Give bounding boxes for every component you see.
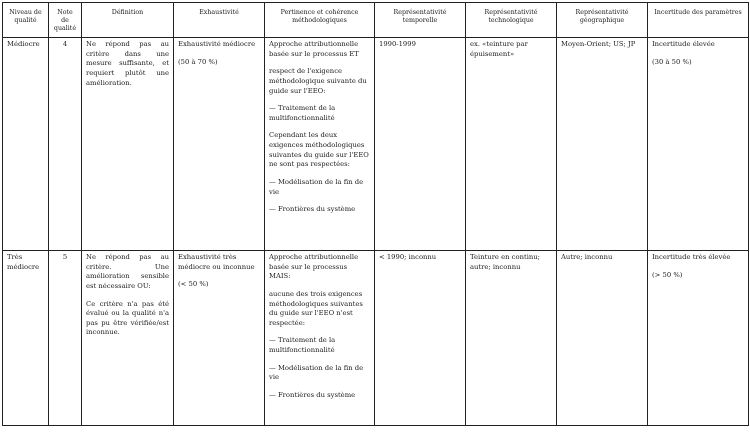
- column-header-note: Note de qualité: [49, 3, 82, 38]
- exhaustivite-range: (50 à 70 %): [178, 57, 218, 66]
- column-header-temporelle: Représentativité temporelle: [375, 3, 466, 38]
- cell-note: 4: [49, 38, 82, 251]
- quality-table-page: [2, 2, 748, 426]
- pertinence-requirement: — Traitement de la multifonctionnalité: [269, 336, 336, 355]
- pertinence-paragraph: Approche attributionnelle basée sur le processus ET: [269, 40, 359, 58]
- cell-niveau: Très médiocre: [3, 251, 49, 426]
- pertinence-paragraph: aucune des trois exigences méthodologiques suivantes du guide sur l'EEO n'est respectée:: [269, 289, 363, 327]
- pertinence-requirement: — Modélisation de la fin de vie: [269, 178, 364, 196]
- data-quality-table: [2, 2, 749, 426]
- cell-incertitude: [648, 251, 749, 426]
- incertitude-range: (30 à 50 %): [652, 57, 692, 66]
- incertitude-label: Incertitude très élevée: [652, 253, 731, 261]
- pertinence-paragraph: Cependant les deux exigences méthodologiques suivantes du guide sur l'EEO ne sont pas respectées:: [269, 131, 369, 169]
- pertinence-requirement: — Frontières du système: [269, 205, 356, 214]
- cell-exhaustivite: [174, 251, 265, 426]
- cell-note: 5: [49, 251, 82, 426]
- table-row: [3, 38, 749, 251]
- cell-technologique: Teinture en continu; autre; inconnu: [466, 251, 557, 426]
- cell-definition: [82, 38, 174, 251]
- exhaustivite-label: Exhaustivité médiocre: [178, 40, 256, 48]
- pertinence-requirement: — Frontières du système: [269, 391, 356, 400]
- cell-incertitude: [648, 38, 749, 251]
- pertinence-requirement: — Traitement de la multifonctionnalité: [269, 104, 336, 122]
- cell-geographique: Autre; inconnu: [557, 251, 648, 426]
- cell-temporelle: < 1990; inconnu: [375, 251, 466, 426]
- table-row: [3, 251, 749, 426]
- definition-text: Ne répond pas au critère. Une amélioration sensible est nécessaire OU:: [86, 253, 169, 290]
- pertinence-requirement: — Modélisation de la fin de vie: [269, 363, 364, 382]
- header-row: [3, 3, 749, 38]
- cell-niveau: Médiocre: [3, 38, 49, 251]
- column-header-pertinence: Pertinence et cohérence méthodologiques: [265, 3, 375, 38]
- pertinence-paragraph: respect de l'exigence méthodologique suivante du guide sur l'EEO:: [269, 67, 367, 95]
- cell-pertinence: [265, 38, 375, 251]
- definition-text: Ce critère n'a pas été évalué ou la qualité n'a pas pu être vérifiée/est inconnue.: [86, 299, 169, 337]
- column-header-incertitude: Incertitude des paramètres: [648, 3, 749, 38]
- cell-technologique: ex. «teinture par épuisement»: [466, 38, 557, 251]
- exhaustivite-range: (< 50 %): [178, 280, 209, 289]
- incertitude-label: Incertitude élevée: [652, 40, 715, 48]
- column-header-exhaustivite: Exhaustivité: [174, 3, 265, 38]
- column-header-definition: Définition: [82, 3, 174, 38]
- cell-exhaustivite: [174, 38, 265, 251]
- cell-geographique: Moyen-Orient; US; JP: [557, 38, 648, 251]
- column-header-geographique: Représentativité géographique: [557, 3, 648, 38]
- column-header-niveau: Niveau de qualité: [3, 3, 49, 38]
- incertitude-range: (> 50 %): [652, 270, 683, 279]
- definition-text: Ne répond pas au critère dans une mesure suffisante, et requiert plutôt une amélioration.: [86, 40, 169, 87]
- pertinence-paragraph: Approche attributionnelle basée sur le processus MAIS:: [269, 253, 359, 281]
- cell-temporelle: 1990-1999: [375, 38, 466, 251]
- cell-definition: [82, 251, 174, 426]
- exhaustivite-label: Exhaustivité très médiocre ou inconnue: [178, 253, 255, 271]
- column-header-technologique: Représentativité technologique: [466, 3, 557, 38]
- cell-pertinence: [265, 251, 375, 426]
